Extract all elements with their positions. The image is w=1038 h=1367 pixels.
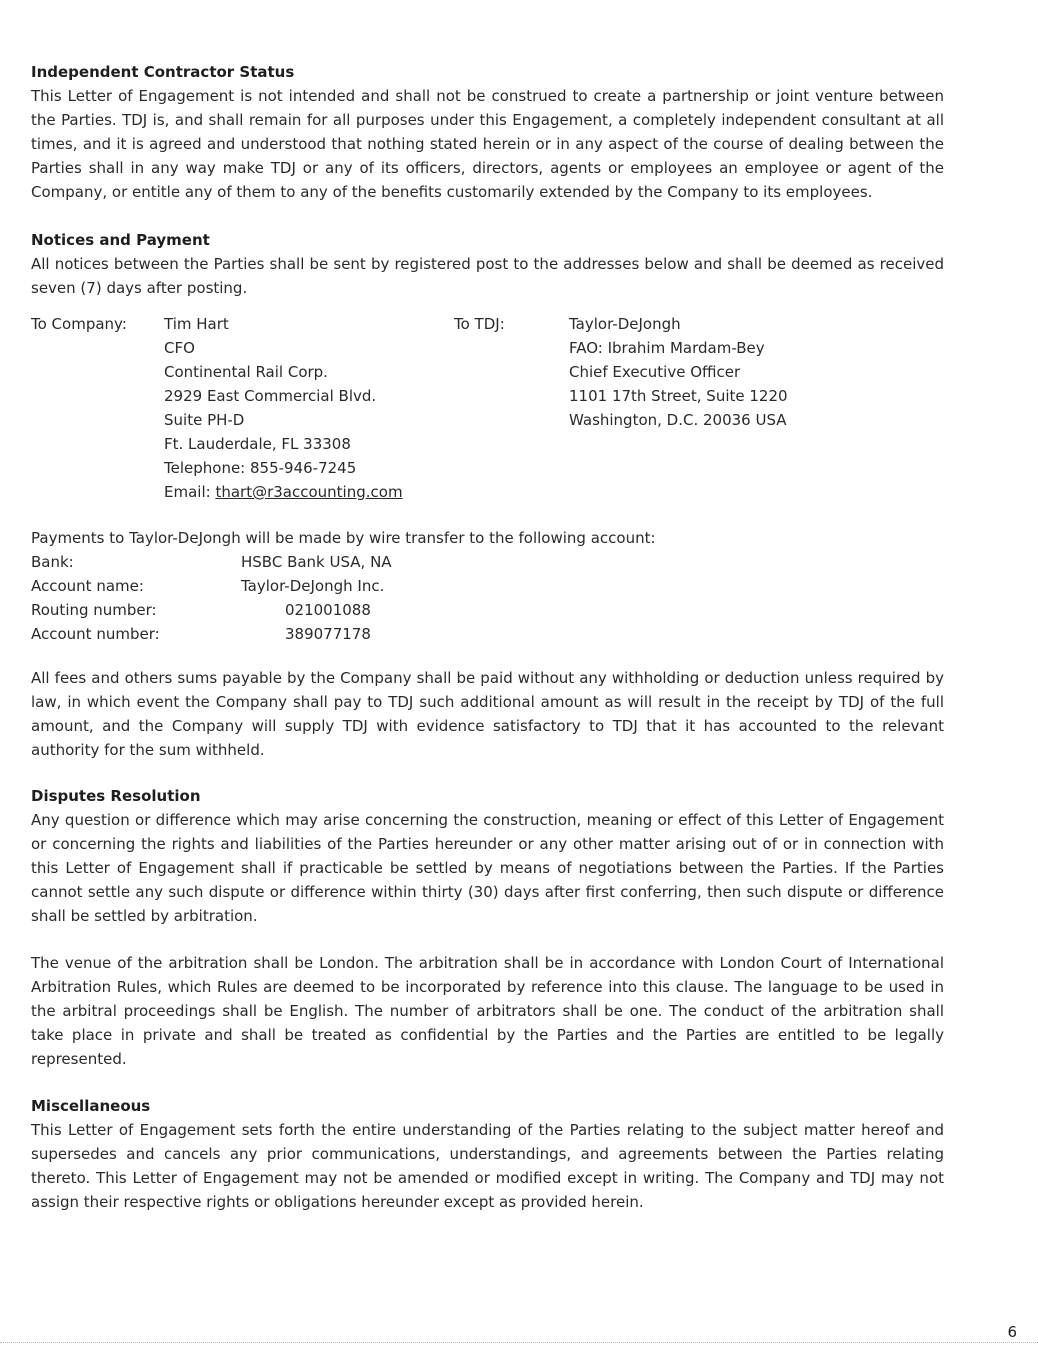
section-heading-miscellaneous: Miscellaneous [31, 1097, 151, 1115]
bank-row-value: Taylor-DeJongh Inc. [241, 577, 385, 595]
section-heading-notices: Notices and Payment [31, 231, 210, 249]
company-address-line: Ft. Lauderdale, FL 33308 [164, 435, 351, 453]
company-address-line: Suite PH-D [164, 411, 245, 429]
company-address [164, 312, 403, 504]
bank-row-label: Routing number: [31, 601, 157, 619]
company-email-link[interactable]: thart@r3accounting.com [215, 483, 403, 501]
bank-row-label: Account number: [31, 625, 160, 643]
company-address-line: Continental Rail Corp. [164, 363, 328, 381]
independent-contractor-paragraph: This Letter of Engagement is not intended and shall not be construed to create a partnership or joint venture between the Parties. TDJ is, and shall remain for all purposes under this Engagement, a completely independent consultant at all times, and it is agreed and understood that nothing stated herein or in any aspect of the course of dealing between the Parties shall in any way make TDJ or any of its officers, directors, agents or employees an employee or agent of the Company, or entitle any of them to any of the benefits customarily extended by the Company to its employees. [31, 87, 944, 201]
bank-row [31, 574, 944, 598]
scan-edge-divider [0, 1342, 1038, 1343]
company-address-line: CFO [164, 339, 195, 357]
page-number: 6 [1007, 1323, 1017, 1341]
tdj-address-line: Chief Executive Officer [569, 363, 741, 381]
to-tdj-label: To TDJ: [454, 315, 505, 333]
section-heading-disputes: Disputes Resolution [31, 787, 201, 805]
company-email-line [164, 480, 403, 504]
bank-row [31, 622, 944, 646]
bank-row [31, 550, 944, 574]
bank-row-value: 021001088 [285, 601, 371, 619]
tdj-address-line: Taylor-DeJongh [569, 315, 681, 333]
company-address-line: Telephone: 855-946-7245 [164, 459, 357, 477]
bank-row-value: 389077178 [285, 625, 371, 643]
bank-details [31, 550, 944, 646]
company-address-line: 2929 East Commercial Blvd. [164, 387, 377, 405]
section-heading-independent-contractor: Independent Contractor Status [31, 63, 295, 81]
miscellaneous-paragraph: This Letter of Engagement sets forth the entire understanding of the Parties relating to the subject matter hereof and supersedes and cancels any prior communications, understandings, and agreements between the Parties relating thereto. This Letter of Engagement may not be amended or modified except in writing. The Company and TDJ may not assign their respective rights or obligations hereunder except as provided herein. [31, 1121, 944, 1211]
tdj-address-line: 1101 17th Street, Suite 1220 [569, 387, 788, 405]
disputes-paragraph-1: Any question or difference which may arise concerning the construction, meaning or effect of this Letter of Engagement or concerning the rights and liabilities of the Parties hereunder or any other matter arising out of or in connection with this Letter of Engagement shall if practicable be settled by means of negotiations between the Parties. If the Parties cannot settle any such dispute or difference within thirty (30) days after first conferring, then such dispute or difference shall be settled by arbitration. [31, 811, 944, 925]
payment-intro: Payments to Taylor-DeJongh will be made by wire transfer to the following account: [31, 529, 656, 547]
bank-row-label: Bank: [31, 553, 74, 571]
address-block [31, 312, 944, 504]
email-prefix: Email: [164, 483, 216, 501]
tdj-address-line: Washington, D.C. 20036 USA [569, 411, 787, 429]
tdj-address-line: FAO: Ibrahim Mardam-Bey [569, 339, 765, 357]
company-address-line: Tim Hart [164, 315, 229, 333]
tdj-address [569, 312, 788, 432]
disputes-paragraph-2: The venue of the arbitration shall be London. The arbitration shall be in accordance with London Court of International Arbitration Rules, which Rules are deemed to be incorporated by reference into this clause. The language to be used in the arbitral proceedings shall be English. The number of arbitrators shall be one. The conduct of the arbitration shall take place in private and shall be treated as confidential by the Parties and the Parties are entitled to be legally represented. [31, 954, 944, 1068]
fees-paragraph: All fees and others sums payable by the Company shall be paid without any withholding or deduction unless required by law, in which event the Company shall pay to TDJ such additional amount as will result in the receipt by TDJ of the full amount, and the Company will supply TDJ with evidence satisfactory to TDJ that it has accounted to the relevant authority for the sum withheld. [31, 669, 944, 759]
bank-row-label: Account name: [31, 577, 144, 595]
bank-row [31, 598, 944, 622]
notices-paragraph: All notices between the Parties shall be sent by registered post to the addresses below and shall be deemed as received seven (7) days after posting. [31, 255, 944, 297]
to-company-label: To Company: [31, 315, 127, 333]
bank-row-value: HSBC Bank USA, NA [241, 553, 392, 571]
